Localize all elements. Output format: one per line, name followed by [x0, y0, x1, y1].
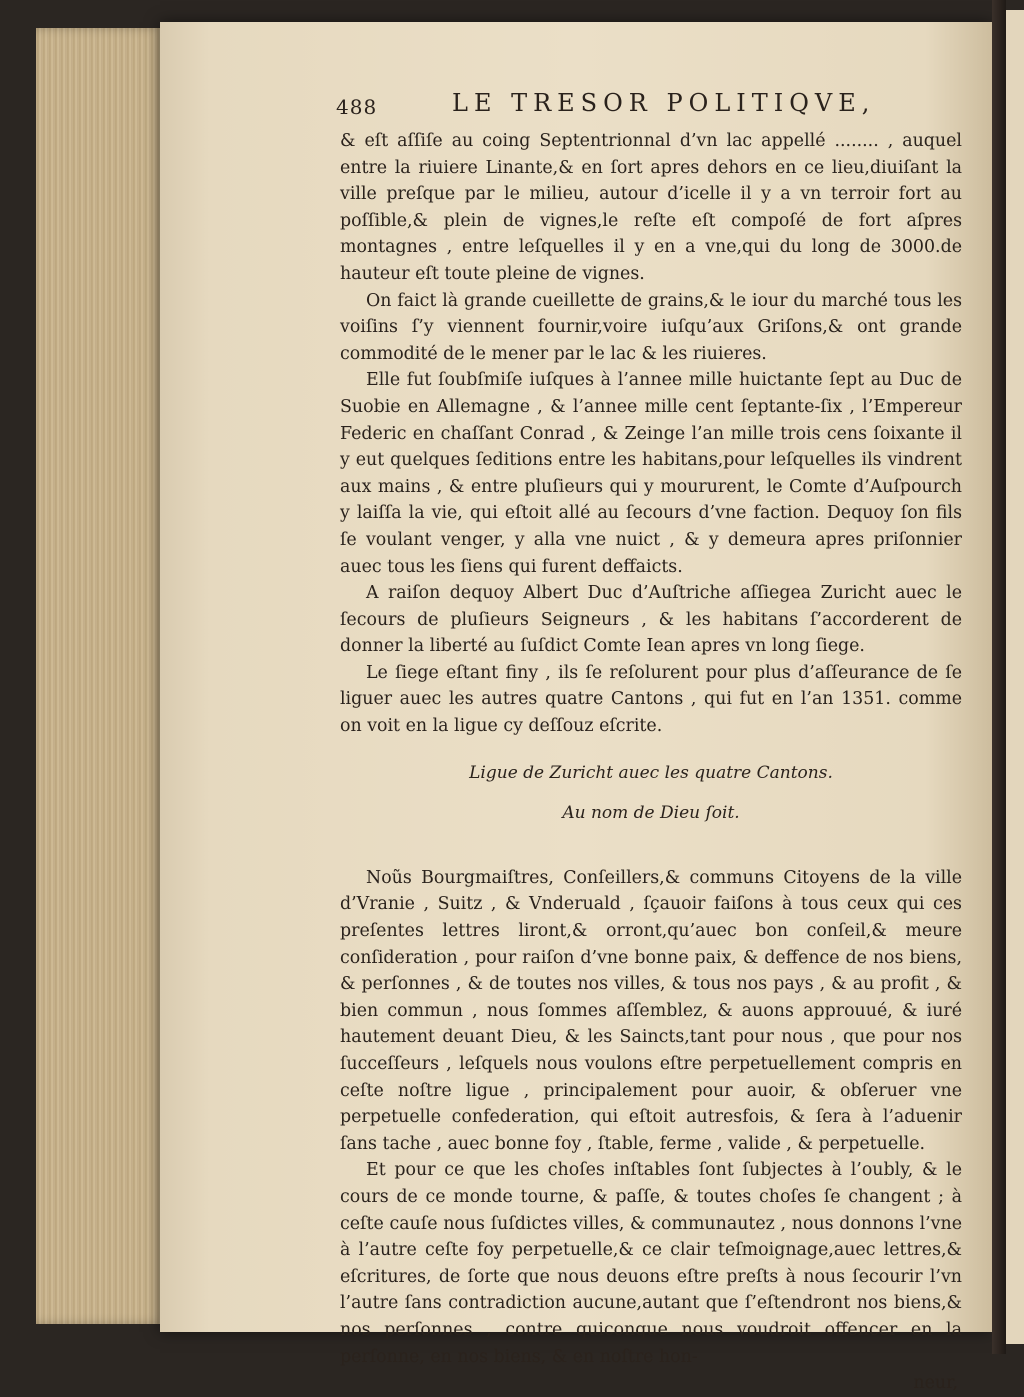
page-number: 488	[336, 95, 378, 119]
paragraph-4: A raiſon dequoy Albert Duc d’Auſtriche aſſiegea Zuricht auec le ſecours de pluſieurs Seigneurs , & les habitans ſ’accorderent de donner la liberté au ſuſdict Comte Iean apres vn long ſiege.	[340, 583, 962, 657]
section-heading: Ligue de Zuricht auec les quatre Cantons.	[469, 762, 833, 783]
paragraph-1: & eſt aſſiſe au coing Septentrionnal d’vn lac appellé ........ , auquel entre la riuiere Linante,& en ſort apres dehors en ce lieu,diuiſant la ville preſque par le milieu, autour d’icelle il y a vn terroir fort au poſſible,& plein de vignes,le reſte eſt compoſé de fort aſpres montagnes , entre leſquelles il y en a vne,qui du long de 3000.de hauteur eſt toute pleine de vignes.	[340, 131, 962, 284]
catchword: neur,	[913, 1373, 958, 1394]
page-header	[336, 89, 962, 126]
facing-page-edge	[1006, 10, 1024, 1344]
running-title: LE TRESOR POLITIQVE,	[452, 89, 876, 117]
paragraph-2: On faict là grande cueillette de grains,& le iour du marché tous les voiſins ſ’y viennent fournir,voire iuſqu’aux Griſons,& ont grande commodité de le mener par le lac & les riuieres.	[340, 290, 962, 364]
paragraph-5: Le ſiege eſtant finy , ils ſe reſolurent pour plus d’aſſeurance de ſe liguer auec les autres quatre Cantons , qui fut en l’an 1351. comme on voit en la ligue cy deſſouz eſcrite.	[340, 662, 962, 737]
paragraph-6: Noũs Bourgmaiſtres, Conſeillers,& communs Citoyens de la ville d’Vranie , Suitz , & Vnderuald , ſçauoir faiſons à tous ceux qui ces preſentes lettres liront,& orront,qu’auec bon conſeil,& meure conſideration , pour raiſon d’vne bonne paix, & deffence de nos biens, & perſonnes , & de toutes nos villes, & tous nos pays , & au profit , & bien commun , nous ſommes aſſemblez, & auons approuué, & iuré hautement deuant Dieu, & les Saincts,tant pour nous , que pour nos ſucceſſeurs , leſquels nous voulons eſtre perpetuellement compris en ceſte noſtre ligue , principalement pour auoir, & obſeruer vne perpetuelle confederation, qui eſtoit autresfois, & ſera à l’aduenir ſans tache , auec bonne foy , ſtable, ferme , valide , & perpetuelle.	[340, 867, 962, 1154]
paragraph-3: Elle fut ſoubſmiſe iuſques à l’annee mille huictante ſept au Duc de Suobie en Allemagne , & l’annee mille cent ſeptante-ſix , l’Empereur Federic en chaſſant Conrad , & Zeinge l’an mille trois cens ſoixante il y eut quelques ſeditions entre les habitans,pour leſquelles ils vindrent aux mains , & entre pluſieurs qui y moururent, le Comte d’Auſpourch y laiſſa la vie, qui eſtoit allé au ſecours d’vne faction. Dequoy ſon fils ſe voulant venger, y alla vne nuict , & y demeura apres priſonnier auec tous les ſiens qui furent deffaicts.	[340, 370, 962, 577]
page-block-edge	[36, 28, 166, 1324]
paragraph-7: Et pour ce que les choſes inſtables ſont ſubjectes à l’oubly, & le cours de ce monde tourne, & paſſe, & toutes choſes ſe changent ; à ceſte cauſe nous ſuſdictes villes, & communautez , nous donnons l’vne à l’autre ceſte foy perpetuelle,& ce clair teſmoignage,auec lettres,& eſcritures, de ſorte que nous deuons eſtre preſts à nous ſecourir l’vn l’autre ſans contradiction aucune,autant que ſ’eſtendront nos biens,& nos perſonnes , contre quiconque nous voudroit offencer en la perſonne, en nos biens, & en noſtre hon-	[340, 1160, 962, 1367]
invocation-line: Au nom de Dieu ſoit.	[562, 803, 740, 824]
book-gutter	[992, 0, 1006, 1354]
page-text-block	[336, 89, 962, 1397]
